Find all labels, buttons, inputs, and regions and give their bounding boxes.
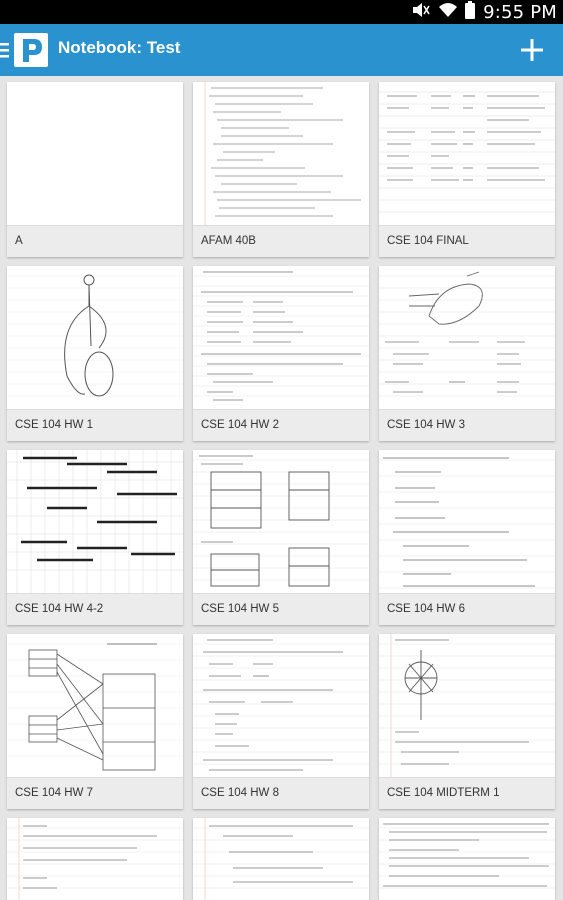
notebook-card-cse-104-hw-4-2[interactable] xyxy=(7,450,183,625)
status-icons xyxy=(411,0,557,24)
notebook-thumbnail xyxy=(379,266,555,409)
menu-icon[interactable] xyxy=(0,41,12,59)
notebook-card-cse-104-hw-8[interactable] xyxy=(193,634,369,809)
notebook-card-cse-104-hw-3[interactable] xyxy=(379,266,555,441)
notebook-title: CSE 104 MIDTERM 1 xyxy=(387,787,500,799)
notebook-thumbnail xyxy=(193,634,369,777)
notebook-card-cse-104-hw-6[interactable] xyxy=(379,450,555,625)
notebook-thumbnail xyxy=(7,82,183,225)
notebook-card-cse-104-hw-5[interactable] xyxy=(193,450,369,625)
notebook-card-cse-104-hw-1[interactable] xyxy=(7,266,183,441)
notebook-thumbnail xyxy=(193,266,369,409)
notebook-grid xyxy=(0,76,563,900)
notebook-title: CSE 104 FINAL xyxy=(387,235,469,247)
notebook-title: CSE 104 HW 7 xyxy=(15,787,93,799)
notebook-card-cse-104-hw-2[interactable] xyxy=(193,266,369,441)
notebook-thumbnail xyxy=(379,450,555,593)
notebook-card-partial[interactable] xyxy=(379,818,555,900)
notebook-title: CSE 104 HW 1 xyxy=(15,419,93,431)
app-logo[interactable] xyxy=(14,33,48,67)
notebook-thumbnail xyxy=(7,818,183,900)
notebook-title: CSE 104 HW 6 xyxy=(387,603,465,615)
page-title: Notebook: Test xyxy=(58,38,181,57)
notebook-card-a[interactable] xyxy=(7,82,183,257)
battery-icon xyxy=(465,1,475,23)
notebook-title: CSE 104 HW 8 xyxy=(201,787,279,799)
notebook-thumbnail xyxy=(193,450,369,593)
app-bar xyxy=(0,24,563,76)
mute-icon xyxy=(411,2,431,22)
notebook-title: AFAM 40B xyxy=(201,235,256,247)
wifi-icon xyxy=(439,2,457,22)
status-bar xyxy=(0,0,563,24)
add-icon[interactable] xyxy=(514,34,550,66)
notebook-thumbnail xyxy=(7,266,183,409)
notebook-card-partial[interactable] xyxy=(7,818,183,900)
notebook-card-partial[interactable] xyxy=(193,818,369,900)
status-time: 9:55 PM xyxy=(483,1,557,23)
notebook-thumbnail xyxy=(379,818,555,900)
notebook-title: A xyxy=(15,235,23,247)
notebook-thumbnail xyxy=(379,82,555,225)
notebook-thumbnail xyxy=(379,634,555,777)
notebook-card-cse-104-midterm-1[interactable] xyxy=(379,634,555,809)
notebook-title: CSE 104 HW 4-2 xyxy=(15,603,104,615)
notebook-thumbnail xyxy=(193,818,369,900)
notebook-card-cse-104-hw-7[interactable] xyxy=(7,634,183,809)
notebook-card-afam-40b[interactable] xyxy=(193,82,369,257)
notebook-thumbnail xyxy=(193,82,369,225)
notebook-title: CSE 104 HW 2 xyxy=(201,419,279,431)
notebook-title: CSE 104 HW 5 xyxy=(201,603,279,615)
notebook-title: CSE 104 HW 3 xyxy=(387,419,465,431)
notebook-card-cse-104-final[interactable] xyxy=(379,82,555,257)
notebook-thumbnail xyxy=(7,634,183,777)
notebook-thumbnail xyxy=(7,450,183,593)
